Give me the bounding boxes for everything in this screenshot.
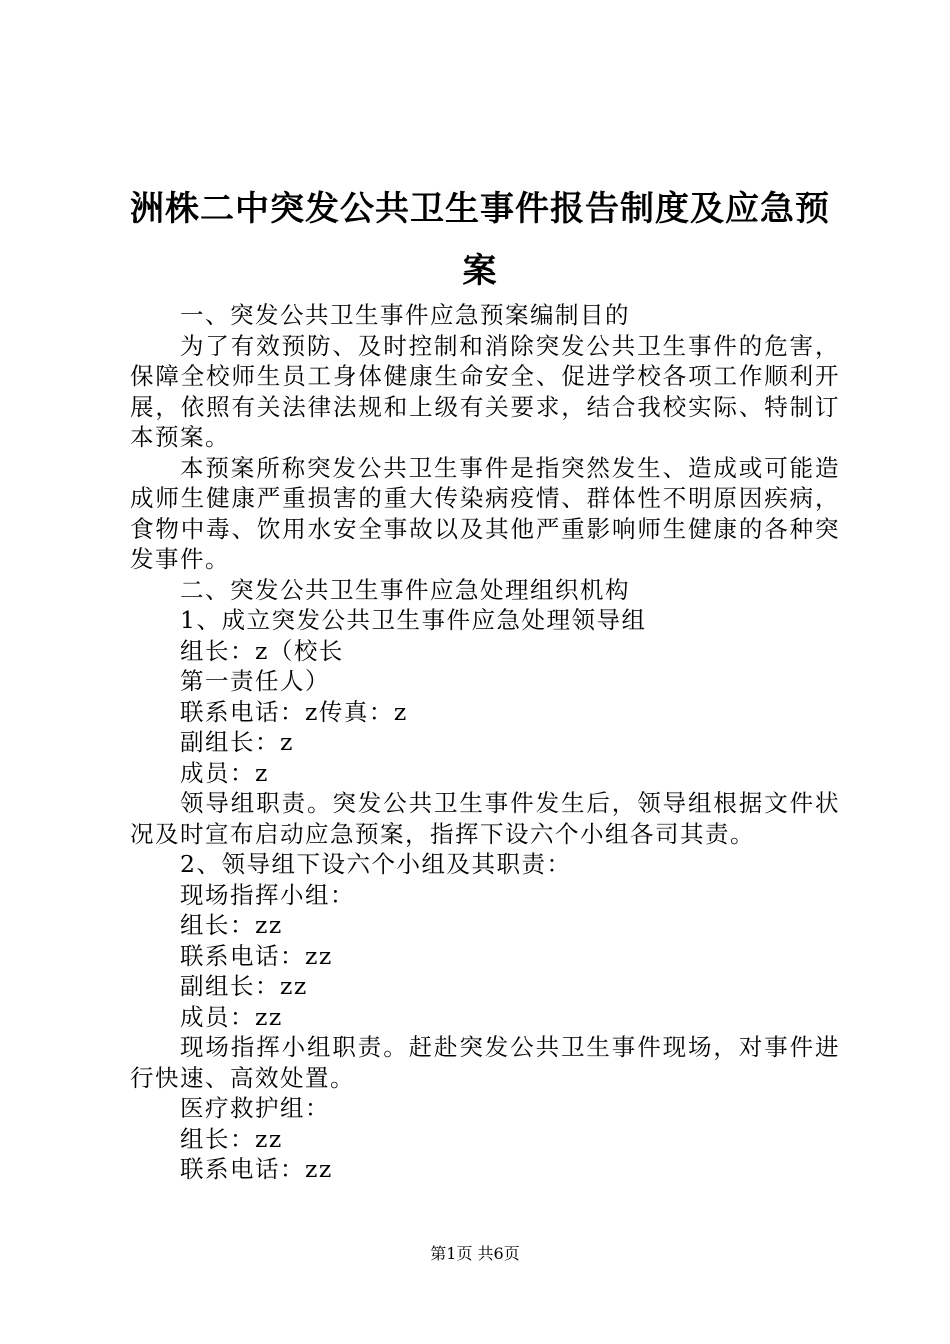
group-medical-rescue: 医疗救护组： xyxy=(180,1094,330,1122)
medical-leader-line: 组长：zz xyxy=(180,1124,283,1153)
section-heading-purpose: 一、突发公共卫生事件应急预案编制目的 xyxy=(180,301,630,329)
document-title: 洲株二中突发公共卫生事件报告制度及应急预案 xyxy=(130,189,830,291)
paragraph-purpose: 为了有效预防、及时控制和消除突发公共卫生事件的危害，保障全校师生员工身体健康生命安全、促进学校各项工作顺利开展，依照有关法律法规和上级有关要求，结合我校实际、特制订本预案。 xyxy=(130,331,840,451)
subheading-six-groups: 2、领导组下设六个小组及其职责： xyxy=(180,850,572,878)
paragraph-leadership-duties: 领导组职责。突发公共卫生事件发生后，领导组根据文件状况及时宣布启动应急预案，指挥下设六个小组各司其责。 xyxy=(130,789,840,848)
deputy-leader-line: 副组长：z xyxy=(180,728,294,756)
section-heading-organization: 二、突发公共卫生事件应急处理组织机构 xyxy=(180,575,630,604)
document-body xyxy=(130,300,840,1185)
onsite-leader-line: 组长：zz xyxy=(180,911,283,939)
onsite-members-line: 成员：zz xyxy=(180,1002,283,1031)
paragraph-onsite-duties: 现场指挥小组职责。赶赴突发公共卫生事件现场，对事件进行快速、高效处置。 xyxy=(130,1033,840,1092)
onsite-contact-line: 联系电话：zz xyxy=(180,941,333,970)
medical-contact-line: 联系电话：zz xyxy=(180,1155,333,1183)
first-responsible-line: 第一责任人） xyxy=(180,667,330,695)
group-onsite-command: 现场指挥小组： xyxy=(180,880,355,909)
members-line: 成员：z xyxy=(180,758,269,787)
leader-line: 组长：z（校长 xyxy=(180,636,344,665)
subheading-leadership-group: 1、成立突发公共卫生事件应急处理领导组 xyxy=(180,606,647,634)
paragraph-definition: 本预案所称突发公共卫生事件是指突然发生、造成或可能造成师生健康严重损害的重大传染病疫情、群体性不明原因疾病，食物中毒、饮用水安全事故以及其他严重影响师生健康的各种突发事件。 xyxy=(130,453,840,573)
contact-line: 联系电话：z传真：z xyxy=(180,697,408,726)
page-footer: 第1页 共6页 xyxy=(430,1244,520,1263)
onsite-deputy-line: 副组长：zz xyxy=(180,972,308,1000)
